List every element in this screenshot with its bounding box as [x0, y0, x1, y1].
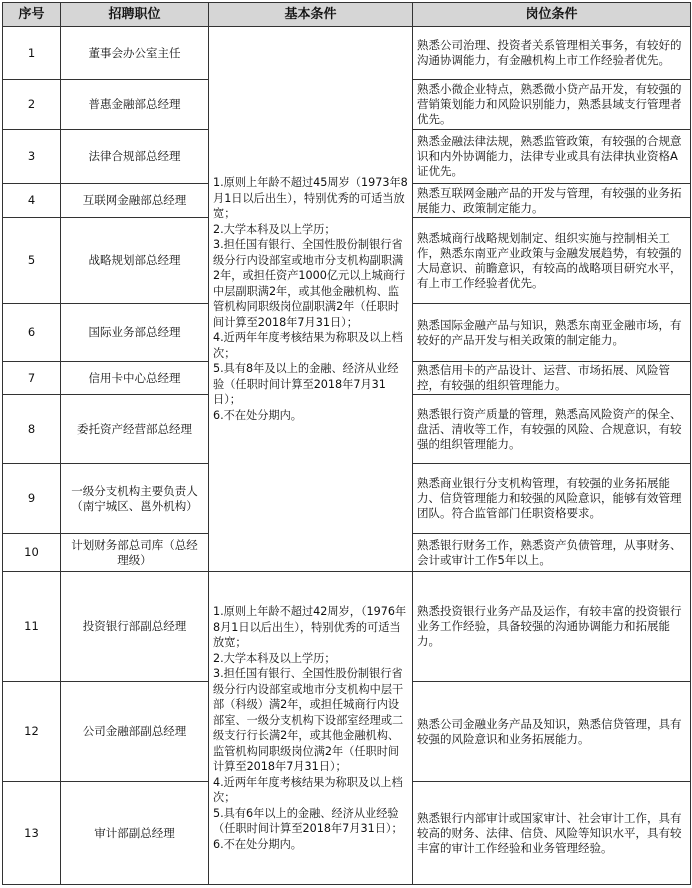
- row-number: 11: [3, 572, 61, 682]
- job-requirement: 熟悉银行内部审计或国家审计、社会审计工作，具有较高的财务、法律、信贷、风险等知识水平，具有较丰富的审计工作经验和业务管理经验。: [413, 782, 691, 885]
- header-no: 序号: [3, 3, 61, 27]
- job-requirement: 熟悉公司金融业务产品及知识，熟悉信贷管理，具有较强的风险意识和业务拓展能力。: [413, 682, 691, 782]
- row-number: 13: [3, 782, 61, 885]
- position-name: 互联网金融部总经理: [61, 184, 209, 218]
- basic-condition-item: 2.大学本科及以上学历；: [213, 222, 336, 236]
- recruitment-table: [2, 2, 691, 885]
- row-number: 6: [3, 304, 61, 362]
- basic-condition-item: 4.近两年年度考核结果为称职及以上档次；: [213, 331, 403, 360]
- row-number: 8: [3, 395, 61, 464]
- row-number: 5: [3, 218, 61, 304]
- job-requirement: 熟悉银行资产质量的管理，熟悉高风险资产的保全、盘活、清收等工作，有较强的风险、合规意识，有较强的组织管理能力。: [413, 395, 691, 464]
- basic-conditions-group-2: [209, 572, 413, 885]
- row-number: 3: [3, 130, 61, 184]
- position-name: 审计部副总经理: [61, 782, 209, 885]
- job-requirement: 熟悉银行财务工作，熟悉资产负债管理，从事财务、会计或审计工作5年以上。: [413, 534, 691, 572]
- job-requirement: 熟悉国际金融产品与知识，熟悉东南亚金融市场，有较好的产品开发与相关政策的制定能力。: [413, 304, 691, 362]
- position-name: 计划财务部总司库（总经理级）: [61, 534, 209, 572]
- job-requirement: 熟悉金融法律法规，熟悉监管政策，有较强的合规意识和内外协调能力，法律专业或具有法律执业资格A证优先。: [413, 130, 691, 184]
- job-requirement: 熟悉城商行战略规划制定、组织实施与控制相关工作，熟悉东南亚产业政策与金融发展趋势，有较强的大局意识、前瞻意识，有较高的战略项目研究水平，有上市工作经验者优先。: [413, 218, 691, 304]
- header-job-requirements: 岗位条件: [413, 3, 691, 27]
- position-name: 法律合规部总经理: [61, 130, 209, 184]
- basic-condition-item: 6.不在处分期内。: [213, 408, 302, 422]
- row-number: 9: [3, 464, 61, 534]
- position-name: 投资银行部副总经理: [61, 572, 209, 682]
- basic-condition-item: 4.近两年年度考核结果为称职及以上档次；: [213, 775, 403, 804]
- table-row: [3, 27, 691, 80]
- basic-condition-item: 1.原则上年龄不超过42周岁，（1976年8月1日以后出生），特别优秀的可适当放宽；: [213, 605, 407, 649]
- basic-condition-item: 1.原则上年龄不超过45周岁（1973年8月1日以后出生），特别优秀的可适当放宽；: [213, 176, 408, 220]
- row-number: 4: [3, 184, 61, 218]
- basic-conditions-group-1: [209, 27, 413, 572]
- row-number: 10: [3, 534, 61, 572]
- header-position: 招聘职位: [61, 3, 209, 27]
- job-requirement: 熟悉商业银行分支机构管理，有较强的业务拓展能力、信贷管理能力和较强的风险意识，能够有效管理团队。符合监管部门任职资格要求。: [413, 464, 691, 534]
- basic-condition-item: 6.不在处分期内。: [213, 837, 302, 851]
- position-name: 战略规划部总经理: [61, 218, 209, 304]
- basic-condition-item: 5.具有8年及以上的金融、经济从业经验（任职时间计算至2018年7月31日）；: [213, 362, 399, 406]
- basic-condition-item: 3.担任国有银行、全国性股份制银行省级分行内设部室或地市分支机构副职满2年，或担任资产1000亿元以上城商行中层副职满2年，或其他金融机构、监管机构同职级岗位副职满2年（任职时间计算至2018年7月31日）；: [213, 238, 406, 329]
- position-name: 委托资产经营部总经理: [61, 395, 209, 464]
- row-number: 2: [3, 80, 61, 130]
- position-name: 信用卡中心总经理: [61, 362, 209, 395]
- row-number: 1: [3, 27, 61, 80]
- row-number: 12: [3, 682, 61, 782]
- table-row: [3, 572, 691, 682]
- header-row: [3, 3, 691, 27]
- position-name: 董事会办公室主任: [61, 27, 209, 80]
- basic-condition-item: 3.担任国有银行、全国性股份制银行省级分行内设部室或地市分支机构中层干部（科级）满2年，或担任城商行内设部室、一级分支机构下设部室经理或二级支行行长满2年，或其他金融机构、监管机构同职级岗位满2年（任职时间计算至2018年7月31日）；: [213, 667, 404, 773]
- row-number: 7: [3, 362, 61, 395]
- position-name: 普惠金融部总经理: [61, 80, 209, 130]
- job-requirement: 熟悉公司治理、投资者关系管理相关事务，有较好的沟通协调能力，有金融机构上市工作经验者优先。: [413, 27, 691, 80]
- basic-condition-item: 5.具有6年以上的金融、经济从业经验（任职时间计算至2018年7月31日）；: [213, 806, 403, 835]
- job-requirement: 熟悉投资银行业务产品及运作，有较丰富的投资银行业务工作经验，具备较强的沟通协调能力和拓展能力。: [413, 572, 691, 682]
- basic-condition-item: 2.大学本科及以上学历；: [213, 651, 336, 665]
- position-name: 一级分支机构主要负责人（南宁城区、邕外机构）: [61, 464, 209, 534]
- job-requirement: 熟悉信用卡的产品设计、运营、市场拓展、风险管控，有较强的组织管理能力。: [413, 362, 691, 395]
- position-name: 公司金融部副总经理: [61, 682, 209, 782]
- job-requirement: 熟悉互联网金融产品的开发与管理，有较强的业务拓展能力、政策制定能力。: [413, 184, 691, 218]
- header-basic-conditions: 基本条件: [209, 3, 413, 27]
- position-name: 国际业务部总经理: [61, 304, 209, 362]
- job-requirement: 熟悉小微企业特点，熟悉微小贷产品开发，有较强的营销策划能力和风险识别能力，熟悉县域支行管理者优先。: [413, 80, 691, 130]
